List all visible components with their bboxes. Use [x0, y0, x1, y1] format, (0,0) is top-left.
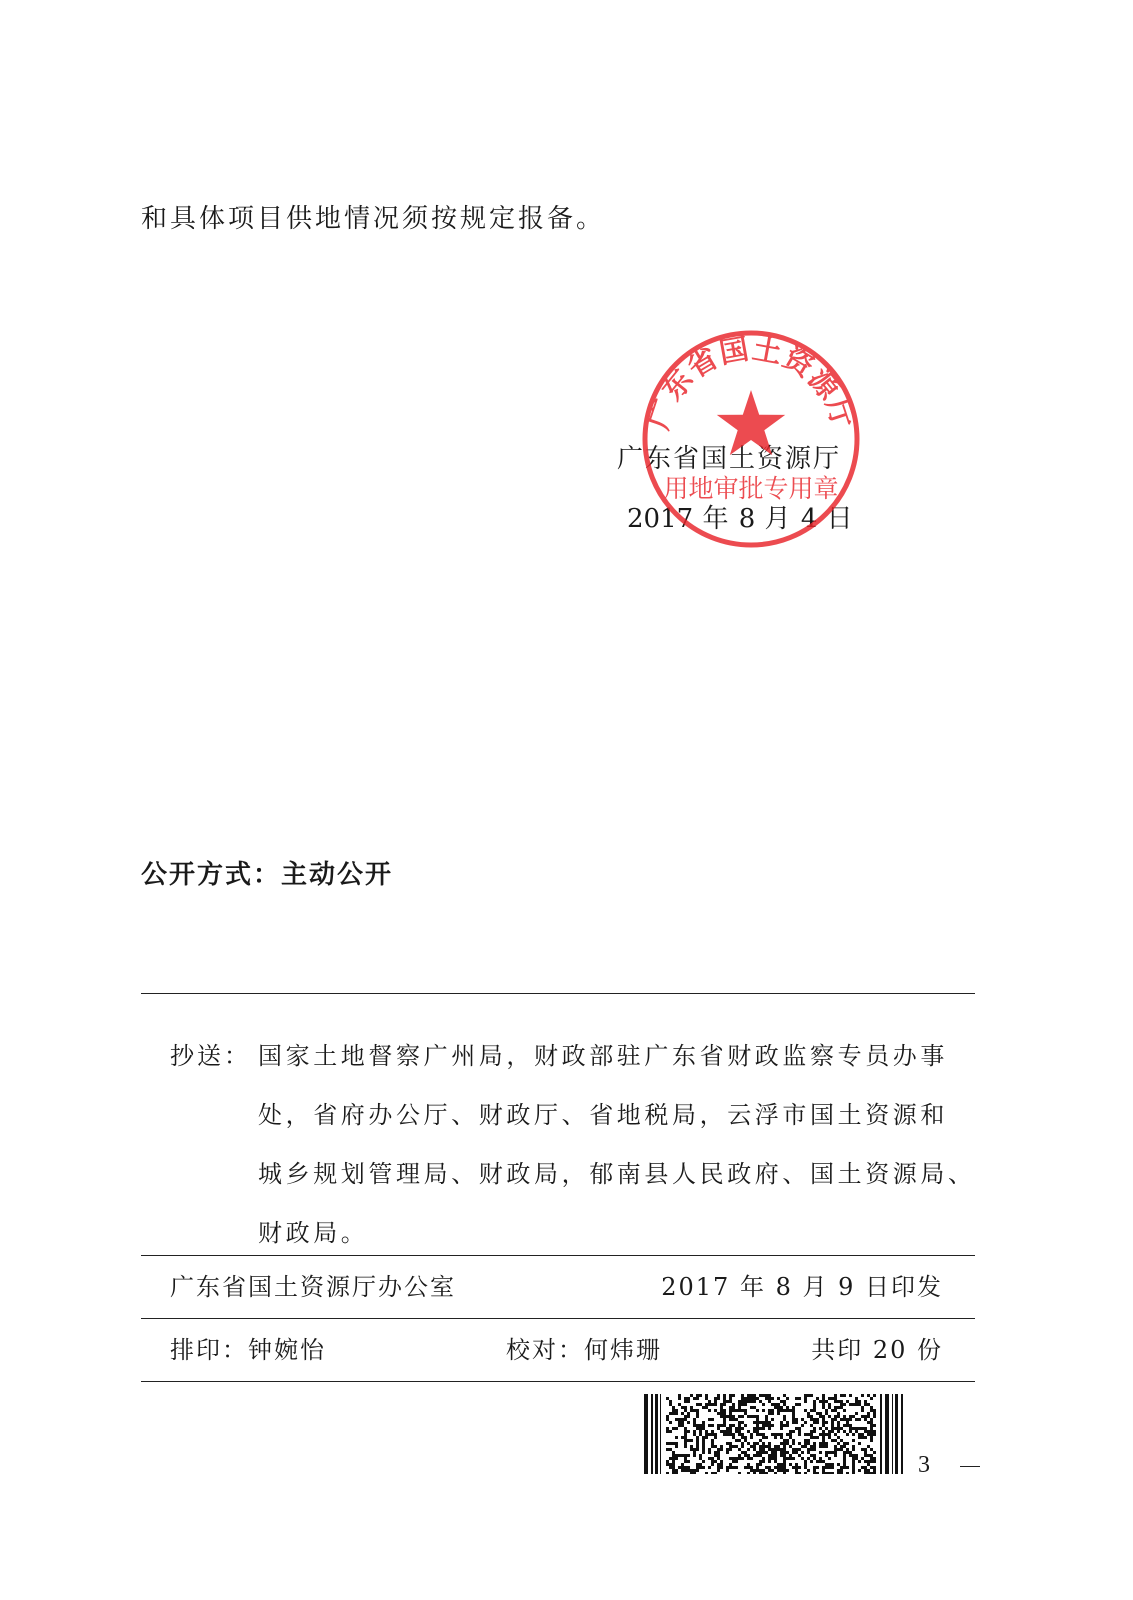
disclosure-method: 公开方式：主动公开: [141, 860, 394, 890]
cc-line-1: 国家土地督察广州局，财政部驻广东省财政监察专员办事: [258, 1042, 948, 1070]
copies-count: 共印 20 份: [811, 1336, 943, 1364]
signature-date-day-char: 日: [826, 504, 854, 534]
signature-date-month: 8: [738, 504, 756, 534]
issue-date: 2017 年 8 月 9 日印发: [661, 1273, 943, 1301]
official-seal-stamp: [638, 326, 864, 552]
signature-date-day: 4: [800, 504, 818, 534]
divider-issuer-bottom: [141, 1318, 975, 1319]
divider-cc-bottom: [141, 1255, 975, 1256]
issuing-office: 广东省国土资源厅办公室: [170, 1273, 456, 1301]
svg-text:广东省国土资源厅: 广东省国土资源厅: [640, 331, 862, 434]
body-text-last-line: 和具体项目供地情况须按规定报备。: [141, 204, 606, 234]
signature-organization: 广东省国土资源厅: [617, 444, 842, 474]
signature-date-month-char: 月: [764, 504, 792, 534]
page-number-dash: [960, 1466, 980, 1467]
cc-label: 抄送：: [170, 1042, 251, 1070]
barcode-image: [644, 1394, 908, 1474]
svg-text:用地审批专用章: 用地审批专用章: [663, 474, 839, 503]
divider-top: [141, 993, 975, 994]
cc-line-2: 处，省府办公厅、财政厅、省地税局，云浮市国土资源和: [258, 1101, 948, 1129]
page-number: 3: [918, 1452, 930, 1478]
typist: 排印：钟婉怡: [170, 1336, 326, 1364]
proofreader: 校对：何炜珊: [506, 1336, 662, 1364]
signature-date-year-char: 年: [702, 504, 730, 534]
signature-date-year: 2017: [627, 504, 694, 534]
divider-bottom: [141, 1381, 975, 1382]
seal-star-icon: [717, 390, 785, 455]
cc-line-4: 财政局。: [258, 1219, 369, 1247]
cc-line-3: 城乡规划管理局、财政局，郁南县人民政府、国土资源局、: [258, 1160, 976, 1188]
